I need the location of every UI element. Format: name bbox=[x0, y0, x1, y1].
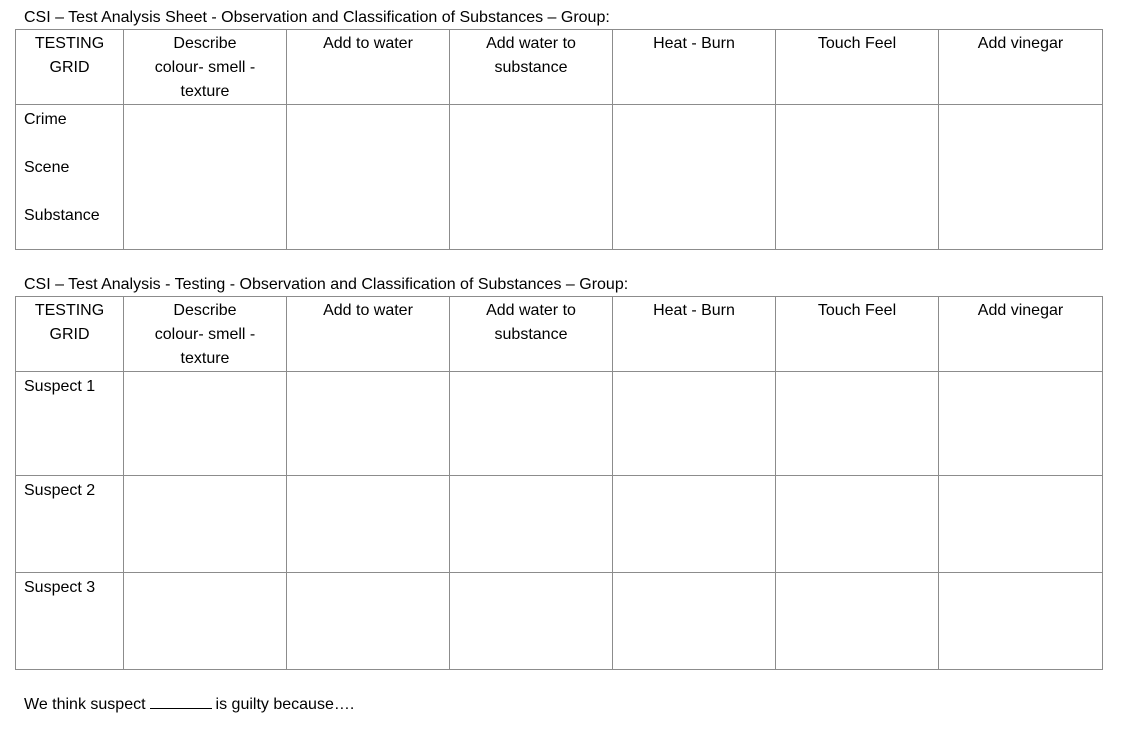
input-cell[interactable] bbox=[124, 476, 287, 573]
input-cell[interactable] bbox=[939, 372, 1103, 476]
input-cell[interactable] bbox=[124, 573, 287, 670]
input-cell[interactable] bbox=[939, 476, 1103, 573]
header-touch-feel: Touch Feel bbox=[776, 297, 939, 372]
input-cell[interactable] bbox=[287, 105, 450, 250]
sheet2-table bbox=[15, 296, 1103, 670]
header-add-water-to-substance: Add water to substance bbox=[450, 297, 613, 372]
input-cell[interactable] bbox=[613, 372, 776, 476]
header-testing-grid: TESTING GRID bbox=[16, 30, 124, 105]
conclusion-suffix: is guilty because…. bbox=[215, 696, 355, 713]
header-add-vinegar: Add vinegar bbox=[939, 30, 1103, 105]
sheet2-title: CSI – Test Analysis - Testing - Observation and Classification of Substances – Group: bbox=[24, 276, 629, 293]
row-label-suspect-1: Suspect 1 bbox=[16, 372, 124, 476]
sheet1-title: CSI – Test Analysis Sheet - Observation and Classification of Substances – Group: bbox=[24, 9, 610, 26]
sheet1-header-row bbox=[16, 30, 1103, 105]
row-label-suspect-3: Suspect 3 bbox=[16, 573, 124, 670]
table-row bbox=[16, 372, 1103, 476]
input-cell[interactable] bbox=[939, 105, 1103, 250]
row-label-suspect-2: Suspect 2 bbox=[16, 476, 124, 573]
table-row bbox=[16, 105, 1103, 250]
table-row bbox=[16, 476, 1103, 573]
input-cell[interactable] bbox=[450, 372, 613, 476]
row-label-crime-scene-substance: Crime Scene Substance bbox=[16, 105, 124, 250]
input-cell[interactable] bbox=[450, 476, 613, 573]
suspect-blank-field[interactable] bbox=[150, 694, 212, 709]
input-cell[interactable] bbox=[124, 105, 287, 250]
input-cell[interactable] bbox=[124, 372, 287, 476]
sheet1-table bbox=[15, 29, 1103, 250]
input-cell[interactable] bbox=[450, 573, 613, 670]
input-cell[interactable] bbox=[287, 573, 450, 670]
header-testing-grid: TESTING GRID bbox=[16, 297, 124, 372]
conclusion-prefix: We think suspect bbox=[24, 696, 146, 713]
header-add-vinegar: Add vinegar bbox=[939, 297, 1103, 372]
input-cell[interactable] bbox=[450, 105, 613, 250]
header-add-water-to-substance: Add water to substance bbox=[450, 30, 613, 105]
header-add-to-water: Add to water bbox=[287, 297, 450, 372]
header-describe: Describe colour- smell - texture bbox=[124, 297, 287, 372]
input-cell[interactable] bbox=[776, 372, 939, 476]
input-cell[interactable] bbox=[776, 105, 939, 250]
header-add-to-water: Add to water bbox=[287, 30, 450, 105]
input-cell[interactable] bbox=[776, 476, 939, 573]
input-cell[interactable] bbox=[287, 476, 450, 573]
table-row bbox=[16, 573, 1103, 670]
input-cell[interactable] bbox=[776, 573, 939, 670]
input-cell[interactable] bbox=[613, 573, 776, 670]
header-describe: Describe colour- smell - texture bbox=[124, 30, 287, 105]
header-touch-feel: Touch Feel bbox=[776, 30, 939, 105]
input-cell[interactable] bbox=[613, 476, 776, 573]
conclusion-line bbox=[24, 694, 354, 715]
header-heat-burn: Heat - Burn bbox=[613, 297, 776, 372]
sheet2-header-row bbox=[16, 297, 1103, 372]
input-cell[interactable] bbox=[613, 105, 776, 250]
input-cell[interactable] bbox=[939, 573, 1103, 670]
input-cell[interactable] bbox=[287, 372, 450, 476]
header-heat-burn: Heat - Burn bbox=[613, 30, 776, 105]
